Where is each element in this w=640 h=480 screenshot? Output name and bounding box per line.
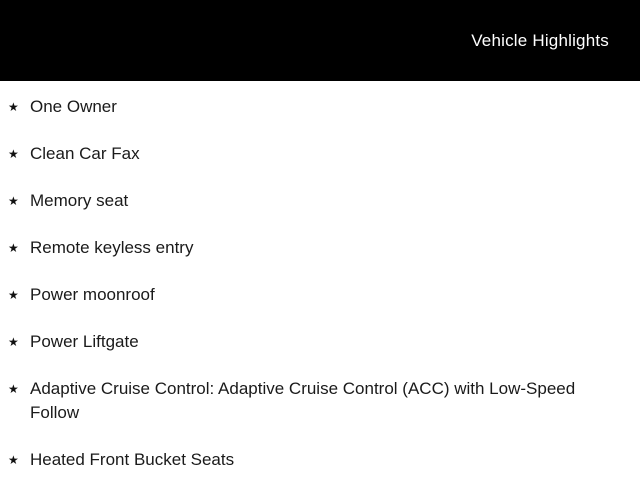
star-icon: ★ [8, 100, 19, 114]
list-item [8, 377, 595, 425]
list-item-label: Clean Car Fax [30, 144, 140, 163]
star-icon: ★ [8, 453, 19, 467]
list-item [8, 189, 595, 213]
star-icon: ★ [8, 241, 19, 255]
list-item-label: Power Liftgate [30, 332, 139, 351]
list-item-label: Remote keyless entry [30, 238, 194, 257]
highlights-list [0, 81, 640, 472]
list-item [8, 283, 595, 307]
page-title: Vehicle Highlights [471, 30, 609, 50]
star-icon: ★ [8, 288, 19, 302]
star-icon: ★ [8, 382, 19, 396]
list-item [8, 448, 595, 472]
list-item-label: One Owner [30, 97, 117, 116]
list-item-label: Heated Front Bucket Seats [30, 450, 235, 469]
star-icon: ★ [8, 335, 19, 349]
list-item [8, 142, 595, 166]
page-header [0, 0, 640, 81]
list-item-label: Power moonroof [30, 285, 155, 304]
list-item [8, 95, 595, 119]
star-icon: ★ [8, 194, 19, 208]
star-icon: ★ [8, 147, 19, 161]
list-item [8, 236, 595, 260]
list-item-label: Memory seat [30, 191, 129, 210]
list-item [8, 330, 595, 354]
list-item-label: Adaptive Cruise Control: Adaptive Cruise Control (ACC) with Low-Speed Follow [30, 379, 576, 422]
